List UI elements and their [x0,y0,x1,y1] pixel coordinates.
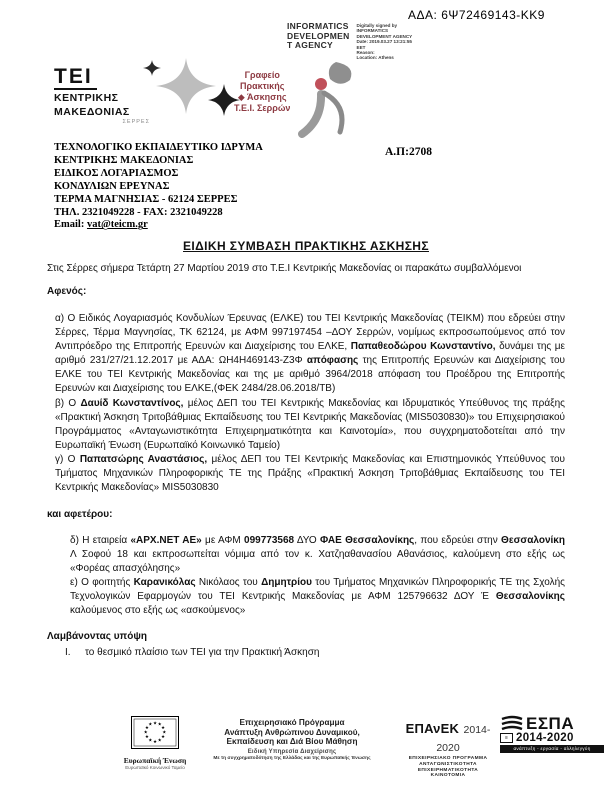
org-line: ΚΟΝΔΥΛΙΩΝ ΕΡΕΥΝΑΣ [54,180,170,192]
list-item-text: το θεσμικό πλαίσιο των ΤΕΙ για την Πρακτική Άσκηση [85,647,320,658]
svg-text:★: ★ [152,738,158,744]
eu-logo-block [116,716,194,770]
party-b-paragraph: β) Ο Δαυίδ Κωνσταντίνος, μέλος ΔΕΠ του ΤΕΙ Κεντρικής Μακεδονίας και Ιδρυματικός Υπεύθυνος της πράξης «Πρακτική Άσκηση Τριτοβάθμιας Εκπαίδευσης του ΤΕΙ Κεντρικής Μακεδονίας (MIS5030830)» του Επιχειρησιακού Προγράμματος «Ανταγωνιστικότητα Επιχειρηματικότητα και Καινοτομία», που συγχρηματοδοτείται από την Ευρωπαϊκή Ένωση (Ευρωπαϊκό Κοινωνικό Ταμείο) [55,398,566,451]
epanek-logo-block: ΕΠΑνΕΚ 2014-2020 ΕΠΙΧΕΙΡΗΣΙΑΚΟ ΠΡΟΓΡΑΜΜΑ ΑΝΤΑΓΩΝΙΣΤΙΚΟΤΗΤΑ ΕΠΙΧΕΙΡΗΜΑΤΙΚΟΤΗΤΑ ΚΑΙΝΟΤΟΜΙΑ [405,721,491,779]
party-a-paragraph: α) Ο Ειδικός Λογαριασμός Κονδυλίων Έρευνας (ΕΛΚΕ) του ΤΕΙ Κεντρικής Μακεδονίας (ΤΕΙΚΜ) που εδρεύει στην Σέρρες, Τέρμα Μαγνησίας, ΤΚ 62124, με ΑΦΜ 997197454 –ΔΟΥ Σερρών, νομίμως εκπροσωπούμενος από τον Αντιπρόεδρο της Επιτροπής Ερευνών και Διαχείρισης του ΕΛΚΕ, Παπαθεοδώρου Κωνσταντίνο, δυνάμει της με αριθμό 231/27/21.12.2017 με ΑΔΑ: ΩΗ4Η469143-Ζ3Φ απόφασης της Επιτροπής Ερευνών και Διαχείρισης του ΕΛΚΕ του ΤΕΙ Κεντρικής Μακεδονίας και της με αριθμό 3964/2018 απόφαση του Προέδρου της Επιτροπής Ερευνών και Διαχείρισης του ΕΛΚΕ,(ΦΕΚ 2484/28.06.2018/ΤΒ) [55,313,565,394]
ada-code: ΑΔΑ: 6Ψ72469143-ΚΚ9 [408,8,545,22]
eu-logo-name: Ευρωπαϊκή Ένωση [123,756,187,765]
stamp-signature-details: Digitally signed by INFORMATICS DEVELOPMENT AGENCY Date: 2019.03.27 13:21:55 EET Reason: Location: Athens [356,23,413,61]
org-line: ΤΕΧΝΟΛΟΓΙΚΟ ΕΚΠΑΙΔΕΥΤΙΚΟ ΙΔΡΥΜΑ [54,142,263,153]
tei-logo: TEI ΚΕΝΤΡΙΚΗΣ ΜΑΚΕΔΟΝΙΑΣ ΣΕΡΡΕΣ [54,65,150,125]
document-body [47,262,565,660]
org-line: ΕΙΔΙΚΟΣ ΛΟΓΑΡΙΑΣΜΟΣ [54,167,179,179]
stamp-agency-name: INFORMATICS DEVELOPMEN T AGENCY [287,21,350,50]
svg-text:★: ★ [143,729,148,735]
svg-text:★: ★ [152,720,158,726]
footer-logos [0,714,612,790]
org-email-line [54,219,263,232]
afenos-heading: Αφενός: [47,286,87,297]
svg-text:★: ★ [161,734,166,740]
svg-text:★: ★ [148,721,153,727]
considering-heading: Λαμβάνοντας υπόψη [47,631,147,642]
header-logos [54,60,374,138]
espa-brand: ΕΣΠΑ [526,714,575,733]
document-title: ΕΙΔΙΚΗ ΣΥΜΒΑΣΗ ΠΡΑΚΤΙΚΗΣ ΑΣΚΗΣΗΣ [183,239,429,253]
digital-signature-stamp [287,22,412,61]
svg-text:★: ★ [157,737,162,743]
svg-text:★: ★ [144,725,149,730]
org-line: ΤΕΡΜΑ ΜΑΓΝΗΣΙΑΣ - 62124 ΣΕΡΡΕΣ [54,193,238,205]
program-cofinancing-note: Με τη συγχρηματοδότηση της Ελλάδας και της Ευρωπαϊκής Ένωσης [213,755,371,761]
epanek-brand: ΕΠΑνΕΚ [405,721,460,736]
espa-tagline: ανάπτυξη - εργασία - αλληλεγγύη [500,745,604,753]
org-line: ΚΕΝΤΡΙΚΗΣ ΜΑΚΕΔΟΝΙΑΣ [54,154,194,166]
svg-text:★: ★ [161,725,166,730]
party-d-paragraph: δ) Η εταιρεία «ΑΡΧ.ΝΕΤ ΑΕ» με ΑΦΜ 099773568 ΔΥΟ ΦΑΕ Θεσσαλονίκης, που εδρεύει στην Θεσσαλονίκη Λ Σοφού 18 και εκπροσωπείται νόμιμα από τον κ. Χατζηαθανασίου Αθανάσιος, καλούμενη στο εξής ως «Φορέας απασχόλησης» [70,535,565,574]
practice-office-figure-icon [294,60,360,138]
operational-program-block: Επιχειρησιακό Πρόγραμμα Ανάπτυξη Ανθρώπινου Δυναμικού, Εκπαίδευση και Διά Βίου Μάθηση Ειδική Υπηρεσία Διαχείρισης Με τη συγχρηματοδότηση της Ελλάδας και της Ευρωπαϊκής Ένωσης [192,718,392,761]
party-e-paragraph: ε) Ο φοιτητής Καρανικόλας Νικόλαος του Δημητρίου του Τμήματος Μηχανικών Πληροφορικής ΤΕ της Σχολής Τεχνολογικών Εφαρμογών του ΤΕΙ Κεντρικής Μακεδονίας με ΑΦΜ 125796632 ΔΟΥ Έ Θεσσαλονίκης καλούμενος στο εξής ως «ασκούμενος» [70,577,566,616]
practice-office-logo [234,70,360,138]
epanek-years: 2014-2020 [436,724,491,754]
svg-text:★: ★ [148,737,153,743]
practice-office-logo-text: Γραφείο Πρακτικής ◆ Άσκησης Τ.Ε.Ι. Σερρών [234,70,291,113]
espa-years: 2014-2020 [516,732,574,744]
espa-waves-icon [500,715,524,733]
eu-flag-icon [131,716,179,749]
tei-logo-acronym: TEI [54,66,97,90]
organization-address-block [54,142,263,232]
email-link[interactable]: vat@teicm.gr [86,219,148,231]
protocol-number: Α.Π:2708 [385,146,432,158]
svg-text:★: ★ [144,734,149,740]
svg-text:★: ★ [157,721,162,727]
eu-logo-subtitle: Ευρωπαϊκό Κοινωνικό Ταμείο [125,765,185,770]
considering-list-item [47,646,565,660]
org-line: ΤΗΛ. 2321049228 - FAX: 2321049228 [54,206,223,218]
program-managing-authority: Ειδική Υπηρεσία Διαχείρισης [247,748,337,755]
svg-text:★: ★ [162,729,167,735]
espa-flag-icon: ≡ [500,733,513,743]
list-item-marker: I. [65,647,71,658]
espa-logo-block [500,714,604,753]
email-label: Email: [54,219,85,231]
intro-paragraph: Στις Σέρρες σήμερα Τετάρτη 27 Μαρτίου 2019 στο Τ.Ε.Ι Κεντρικής Μακεδονίας οι παρακάτω συμβαλλόμενοι [47,263,522,274]
party-c-paragraph: γ) Ο Παπατσώρης Αναστάσιος, μέλος ΔΕΠ του ΤΕΙ Κεντρικής Μακεδονίας και Επιστημονικός Υπεύθυνος του Τμήματος Μηχανικών Πληροφορικής ΤΕ της Πράξης «Πρακτική Άσκηση Τριτοβάθμιας Εκπαίδευσης του ΤΕΙ Κεντρικής Μακεδονίας» MIS5030830 [55,454,565,493]
afeterou-heading: και αφετέρου: [47,509,113,520]
